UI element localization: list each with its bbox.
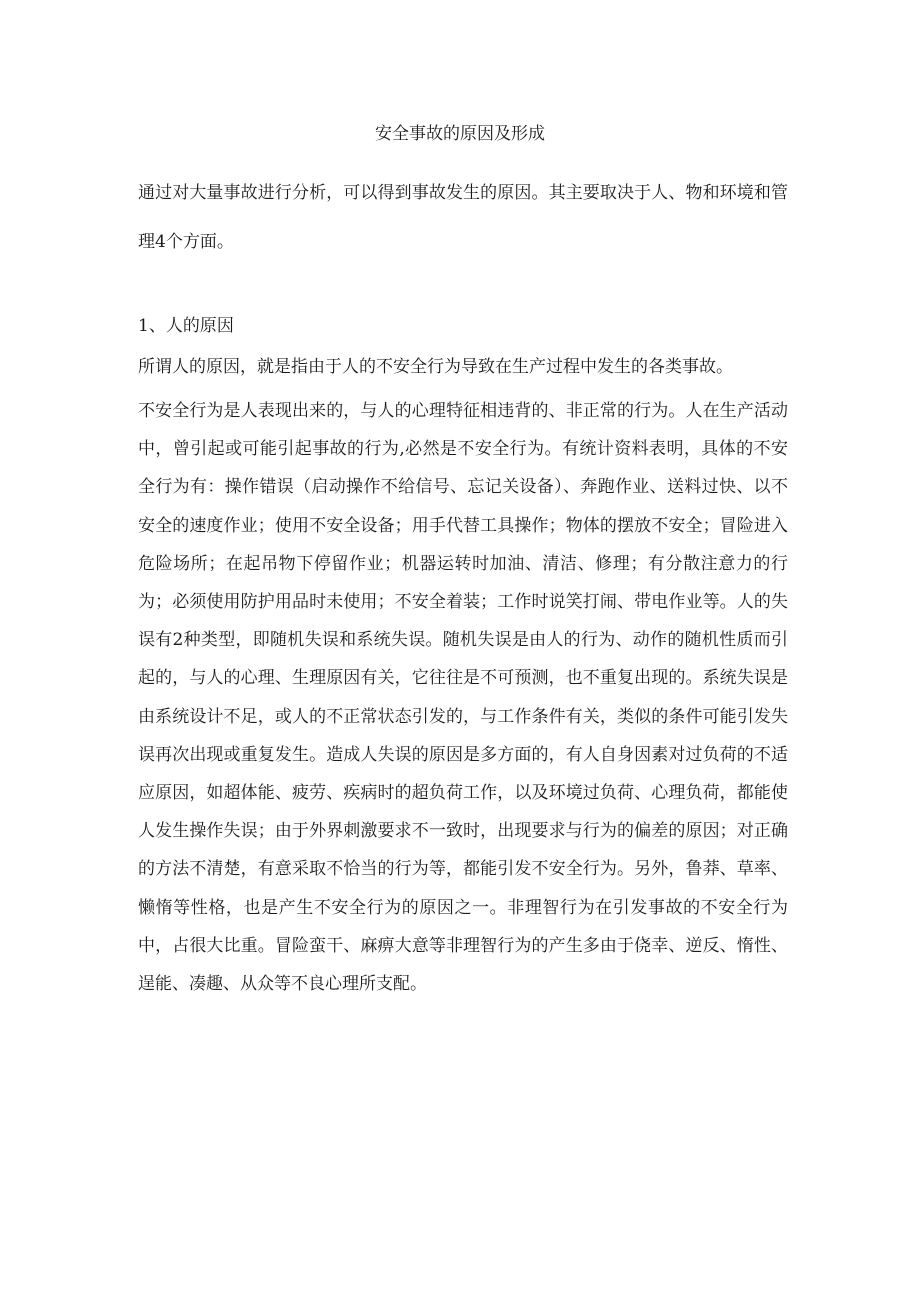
definition-paragraph: 所谓人的原因，就是指由于人的不安全行为导致在生产过程中发生的各类事故。 [138, 357, 733, 377]
document-title: 安全事故的原因及形成 [375, 124, 545, 144]
body-paragraph: 不安全行为是人表现出来的，与人的心理特征相违背的、非正常的行为。人在生产活动中，曾引起或可能引起事故的行为,必然是不安全行为。有统计资料表明，具体的不安全行为有：操作错误（启动操作不给信号、忘记关设备）、奔跑作业、送料过快、以不安全的速度作业；使用不安全设备；用手代替工具操作；物体的摆放不安全；冒险进入危险场所；在起吊物下停留作业；机器运转时加油、清洁、修理；有分散注意力的行为；必须使用防护用品时未使用；不安全着装；工作时说笑打闹、带电作业等。人的失误有2种类型，即随机失误和系统失误。随机失误是由人的行为、动作的随机性质而引起的，与人的心理、生理原因有关，它往往是不可预测，也不重复出现的。系统失误是由系统设计不足，或人的不正常状态引发的，与工作条件有关，类似的条件可能引发失误再次出现或重复发生。造成人失误的原因是多方面的，有人自身因素对过负荷的不适应原因，如超体能、疲劳、疾病时的超负荷工作，以及环境过负荷、心理负荷，都能使人发生操作失误；由于外界刺激要求不一致时，出现要求与行为的偏差的原因；对正确的方法不清楚，有意采取不恰当的行为等，都能引发不安全行为。另外，鲁莽、草率、懒惰等性格，也是产生不安全行为的原因之一。非理智行为在引发事故的不安全行为中，占很大比重。冒险蛮干、麻痹大意等非理智行为的产生多由于侥幸、逆反、惰性、逞能、凑趣、从众等不良心理所支配。 [138, 401, 788, 995]
intro-paragraph: 通过对大量事故进行分析，可以得到事故发生的原因。其主要取决于人、物和环境和管理4个方面。 [138, 183, 788, 252]
section-heading: 1、人的原因 [138, 316, 234, 336]
